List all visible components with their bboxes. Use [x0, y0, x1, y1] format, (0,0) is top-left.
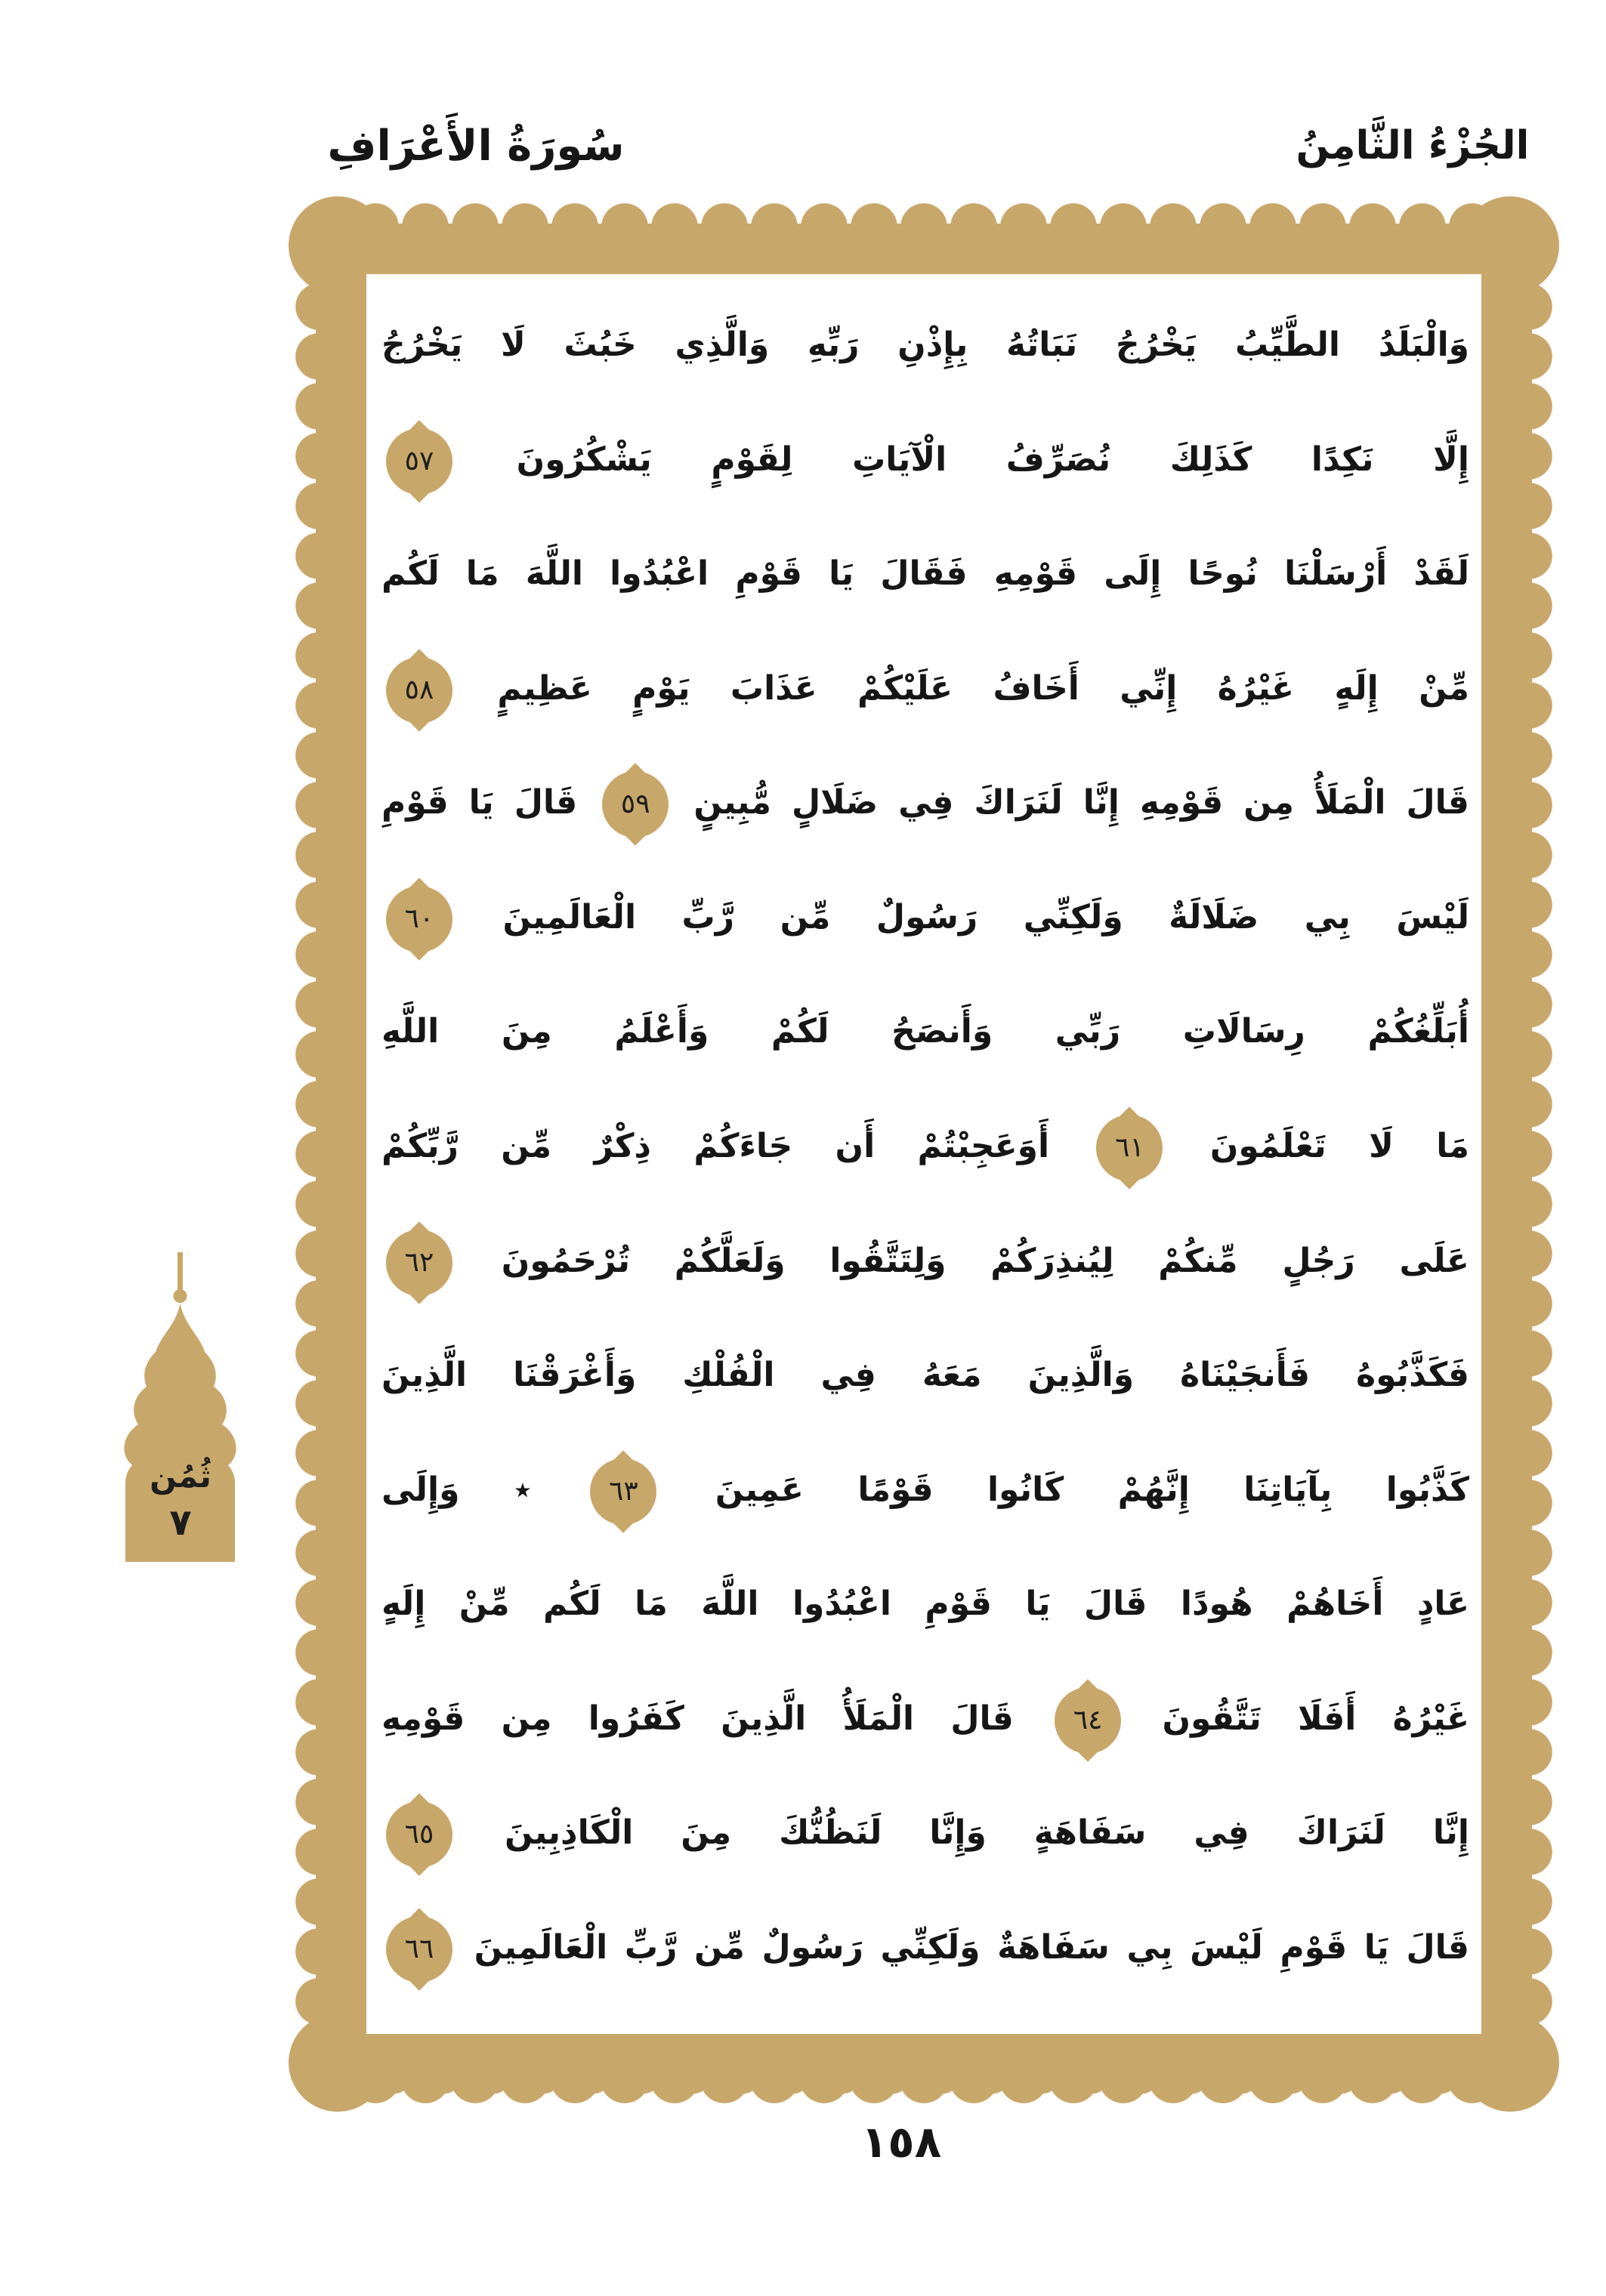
- ayah-text: أُبَلِّغُكُمْ رِسَالَاتِ رَبِّي وَأَنصَحُ لَكُمْ وَأَعْلَمُ مِنَ اللَّهِ: [381, 1012, 1469, 1051]
- quran-line: [381, 1090, 1469, 1203]
- verse-number: ٥٩: [620, 788, 650, 820]
- frame-scallop-right: [1529, 228, 1553, 2080]
- verse-marker-icon: [386, 886, 452, 952]
- ayah-text: ٭ وَإِلَى: [381, 1470, 532, 1509]
- thumun-margin-badge: [100, 1252, 261, 1563]
- quran-line: [381, 403, 1469, 517]
- ayah-text: إِنَّا لَنَرَاكَ فِي سَفَاهَةٍ وَإِنَّا لَنَظُنُّكَ مِنَ الْكَاذِبِينَ: [504, 1813, 1469, 1853]
- verse-marker-icon: [386, 1801, 452, 1868]
- ayah-text: كَذَّبُوا بِآيَاتِنَا إِنَّهُمْ كَانُوا قَوْمًا عَمِينَ: [715, 1470, 1470, 1509]
- quran-line: [381, 1548, 1469, 1661]
- quran-line: [381, 861, 1469, 974]
- ayah-text: لَقَدْ أَرْسَلْنَا نُوحًا إِلَى قَوْمِهِ فَقَالَ يَا قَوْمِ اعْبُدُوا اللَّهَ مَا لَكُم: [381, 554, 1469, 594]
- quran-line: [381, 1891, 1469, 2004]
- quran-line: [381, 289, 1469, 402]
- verse-number: ٦٤: [1073, 1704, 1103, 1736]
- quran-text-block: [381, 289, 1469, 2004]
- verse-number: ٥٧: [404, 445, 434, 477]
- verse-number: ٦٥: [404, 1819, 434, 1850]
- verse-number: ٦٦: [404, 1933, 434, 1964]
- verse-marker-icon: [1055, 1687, 1121, 1754]
- juz-title: الجُزْءُ الثَّامِنُ: [1296, 123, 1530, 168]
- verse-marker-icon: [386, 1230, 452, 1296]
- ayah-text: غَيْرُهُ أَفَلَا تَتَّقُونَ: [1162, 1699, 1469, 1738]
- verse-number: ٦٢: [404, 1246, 434, 1278]
- ayah-text: إِلَّا نَكِدًا كَذَلِكَ نُصَرِّفُ الْآيَاتِ لِقَوْمٍ يَشْكُرُونَ: [516, 440, 1469, 479]
- verse-number: ٦٠: [404, 903, 434, 934]
- quran-line: [381, 1433, 1469, 1547]
- ayah-text: أَوَعَجِبْتُمْ أَن جَاءَكُمْ ذِكْرٌ مِّن رَّبِّكُمْ: [381, 1126, 1050, 1165]
- ayah-text: قَالَ الْمَلَأُ الَّذِينَ كَفَرُوا مِن قَوْمِهِ: [381, 1699, 1014, 1738]
- quran-line: [381, 1776, 1469, 1890]
- verse-number: ٦٣: [609, 1475, 638, 1507]
- ayah-text: قَالَ الْمَلَأُ مِن قَوْمِهِ إِنَّا لَنَرَاكَ فِي ضَلَالٍ مُّبِينٍ: [693, 783, 1469, 822]
- quran-line: [381, 517, 1469, 631]
- ayah-text: مِّنْ إِلَهٍ غَيْرُهُ إِنِّي أَخَافُ عَلَيْكُمْ عَذَابَ يَوْمٍ عَظِيمٍ: [497, 668, 1469, 708]
- ayah-text: قَالَ يَا قَوْمِ لَيْسَ بِي سَفَاهَةٌ وَلَكِنِّي رَسُولٌ مِّن رَّبِّ الْعَالَمِينَ: [474, 1927, 1469, 1967]
- verse-number: ٥٨: [404, 674, 434, 705]
- ayah-text: عَادٍ أَخَاهُمْ هُودًا قَالَ يَا قَوْمِ اعْبُدُوا اللَّهَ مَا لَكُم مِّنْ إِلَهٍ: [381, 1585, 1469, 1624]
- verse-marker-icon: [1096, 1115, 1163, 1181]
- thumun-label: ثُمُن: [150, 1458, 212, 1495]
- quran-line: [381, 975, 1469, 1088]
- quran-line: [381, 746, 1469, 859]
- quran-line: [381, 1662, 1469, 1776]
- verse-marker-icon: [590, 1458, 656, 1525]
- page-number: ١٥٨: [860, 2116, 942, 2168]
- ayah-text: فَكَذَّبُوهُ فَأَنجَيْنَاهُ وَالَّذِينَ مَعَهُ فِي الْفُلْكِ وَأَغْرَقْنَا الَّذِينَ: [381, 1356, 1469, 1395]
- verse-marker-icon: [386, 428, 452, 495]
- ayah-text: قَالَ يَا قَوْمِ: [381, 783, 578, 822]
- verse-marker-icon: [386, 657, 452, 724]
- quran-line: [381, 1205, 1469, 1318]
- verse-marker-icon: [602, 771, 669, 838]
- verse-marker-icon: [386, 1916, 452, 1983]
- quran-line: [381, 632, 1469, 745]
- quran-line: [381, 1319, 1469, 1432]
- verse-number: ٦١: [1115, 1131, 1144, 1163]
- ayah-text: عَلَى رَجُلٍ مِّنكُمْ لِيُنذِرَكُمْ وَلِتَتَّقُوا وَلَعَلَّكُمْ تُرْحَمُونَ: [501, 1241, 1469, 1280]
- ayah-text: لَيْسَ بِي ضَلَالَةٌ وَلَكِنِّي رَسُولٌ مِّن رَّبِّ الْعَالَمِينَ: [502, 897, 1469, 937]
- thumun-number: ٧: [169, 1501, 192, 1544]
- ayah-text: وَالْبَلَدُ الطَّيِّبُ يَخْرُجُ نَبَاتُهُ بِإِذْنِ رَبِّهِ وَالَّذِي خَبُثَ لَا يَخْرُجُ: [381, 326, 1469, 364]
- surah-title: سُورَةُ الأَعْرَافِ: [327, 121, 625, 171]
- ayah-text: مَا لَا تَعْلَمُونَ: [1209, 1126, 1469, 1165]
